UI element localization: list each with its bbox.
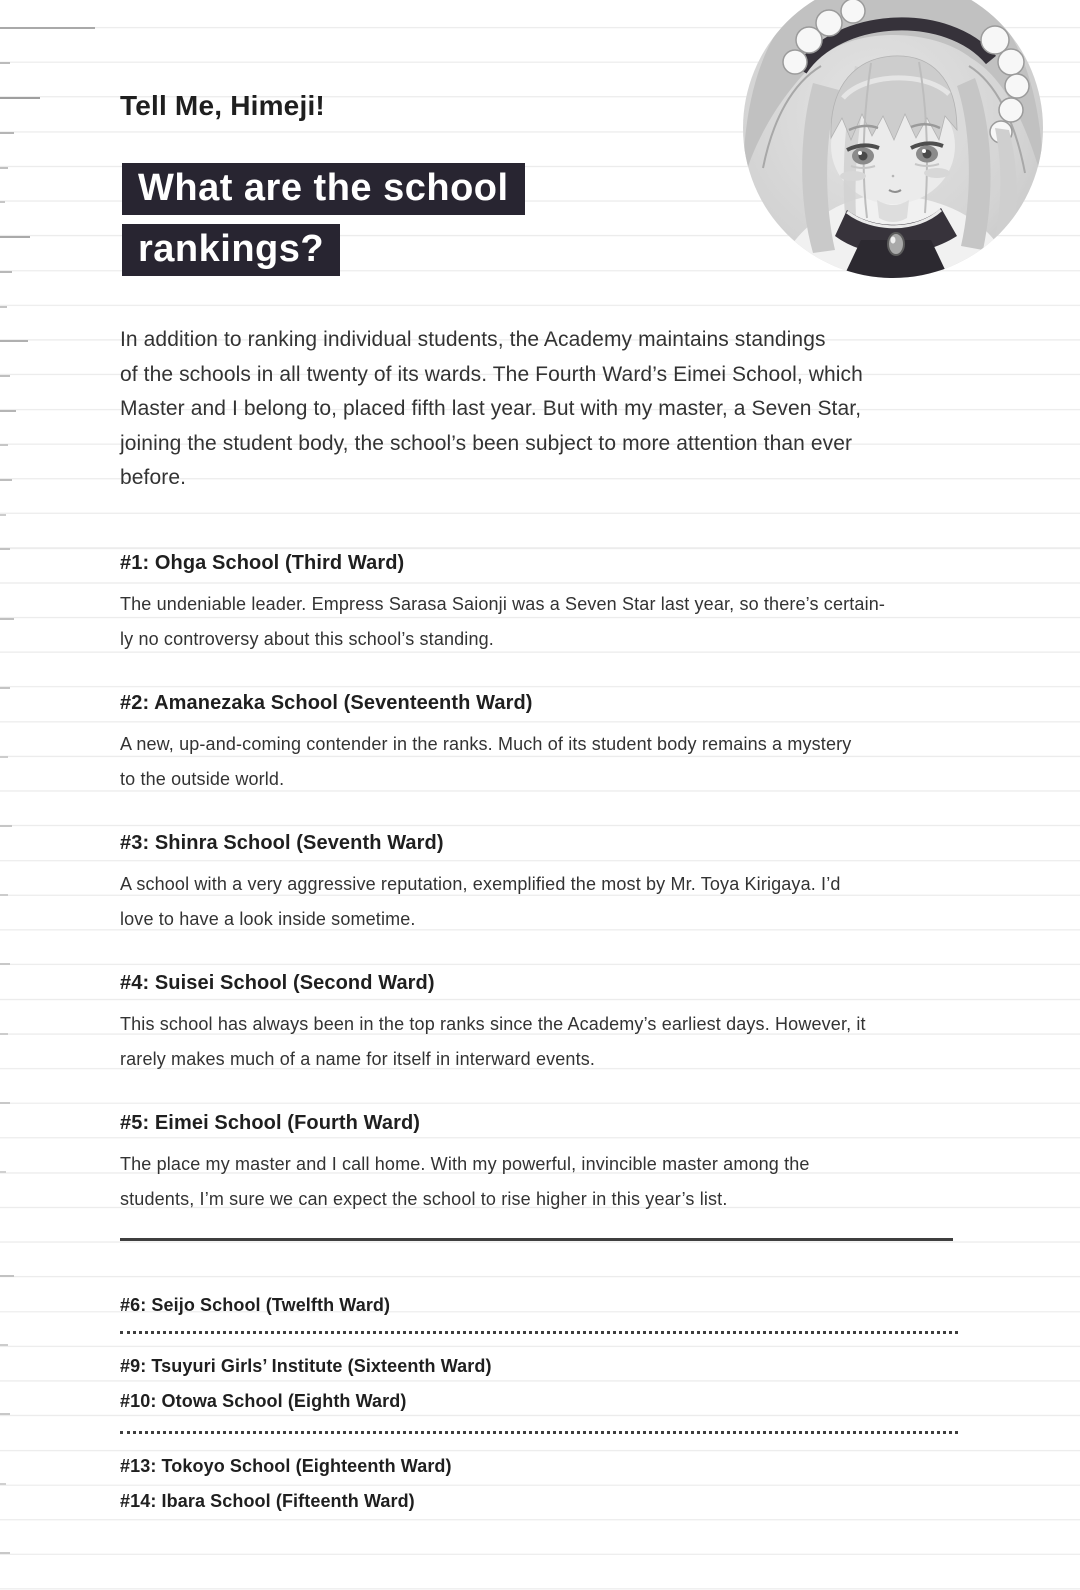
- ruled-line-tick: [0, 1483, 6, 1485]
- ranking-item-14: #14: Ibara School (Fifteenth Ward): [120, 1491, 415, 1511]
- ruled-line-tick: [0, 1344, 8, 1346]
- ruled-line-tick: [0, 62, 10, 64]
- entry-heading: #3: Shinra School (Seventh Ward): [120, 832, 444, 854]
- entry-body: [120, 1147, 980, 1216]
- entry-body: [120, 867, 980, 936]
- ruled-line-tick: [0, 271, 12, 273]
- ruled-line-tick: [0, 1102, 10, 1104]
- intro-line: of the schools in all twenty of its wards. The Fourth Ward’s Eimei School, which: [120, 362, 863, 386]
- entry-body-line: The undeniable leader. Empress Sarasa Saionji was a Seven Star last year, so there’s certain-: [120, 594, 886, 614]
- ruled-line-tick: [0, 479, 12, 481]
- entry-body: [120, 727, 980, 796]
- ruled-line-tick: [0, 410, 16, 412]
- series-kicker: Tell Me, Himeji!: [120, 90, 325, 121]
- ruled-line-tick: [0, 1275, 14, 1277]
- ruled-line-tick: [0, 201, 5, 203]
- intro-line: Master and I belong to, placed fifth last year. But with my master, a Seven Star,: [120, 397, 862, 421]
- entry-heading: #4: Suisei School (Second Ward): [120, 972, 435, 994]
- ruled-line-tick: [0, 236, 30, 238]
- ranking-item-10: #10: Otowa School (Eighth Ward): [120, 1391, 407, 1411]
- ruled-line-tick: [0, 444, 8, 446]
- entry-heading: #5: Eimei School (Fourth Ward): [120, 1112, 421, 1134]
- dotted-separator: [120, 1331, 958, 1334]
- intro-paragraph: [120, 323, 980, 496]
- page-title-line-2: rankings?: [122, 224, 340, 276]
- ruled-line-tick: [0, 132, 14, 134]
- entry-body-line: love to have a look inside sometime.: [120, 908, 416, 929]
- entry-body-line: rarely makes much of a name for itself in interward events.: [120, 1048, 596, 1069]
- ruled-line-tick: [0, 825, 12, 827]
- ranking-item-9: #9: Tsuyuri Girls’ Institute (Sixteenth Ward): [120, 1356, 492, 1376]
- ruled-line-tick: [0, 306, 7, 308]
- ranking-entry-2: [120, 692, 980, 796]
- ruled-line-tick: [0, 340, 28, 342]
- himeji-portrait-image: [743, 0, 1043, 278]
- entry-body-line: to the outside world.: [120, 768, 285, 789]
- intro-line: before.: [120, 466, 187, 490]
- ruled-line-tick: [0, 963, 10, 965]
- ruled-line-tick: [0, 1413, 10, 1415]
- entry-heading: #1: Ohga School (Third Ward): [120, 552, 405, 574]
- ruled-line-tick: [0, 548, 10, 550]
- ruled-line-tick: [0, 894, 8, 896]
- entry-body-line: This school has always been in the top ranks since the Academy’s earliest days. However, it: [120, 1014, 866, 1034]
- page-title-line-1: What are the school: [122, 163, 525, 215]
- dotted-separator: [120, 1431, 958, 1434]
- ranking-entry-5: [120, 1112, 980, 1216]
- ruled-line-tick: [0, 97, 40, 99]
- ranking-entry-1: [120, 552, 980, 656]
- ruled-line-tick: [0, 687, 10, 689]
- section-divider: [120, 1238, 953, 1241]
- ruled-line-tick: [0, 756, 8, 758]
- entry-body: [120, 587, 980, 656]
- entry-body-line: ly no controversy about this school’s standing.: [120, 628, 494, 649]
- ruled-line-tick: [0, 167, 8, 169]
- ruled-line-tick: [0, 1552, 10, 1554]
- ruled-line-tick: [0, 1171, 6, 1173]
- ranking-item-6: #6: Seijo School (Twelfth Ward): [120, 1295, 391, 1315]
- entry-body-line: A school with a very aggressive reputation, exemplified the most by Mr. Toya Kirigaya. I’d: [120, 874, 841, 894]
- intro-line: In addition to ranking individual students, the Academy maintains standings: [120, 328, 826, 351]
- ruled-line-tick: [0, 1033, 8, 1035]
- entry-body-line: A new, up-and-coming contender in the ranks. Much of its student body remains a mystery: [120, 734, 852, 754]
- ranking-entry-3: [120, 832, 980, 936]
- ranking-entry-4: [120, 972, 980, 1076]
- entry-body-line: students, I’m sure we can expect the school to rise higher in this year’s list.: [120, 1188, 728, 1209]
- ruled-line-tick: [0, 375, 10, 377]
- entry-body: [120, 1007, 980, 1076]
- entry-heading: #2: Amanezaka School (Seventeenth Ward): [120, 692, 533, 714]
- ranking-item-13: #13: Tokoyo School (Eighteenth Ward): [120, 1456, 452, 1476]
- ruled-line-tick: [0, 27, 95, 29]
- ruled-line-tick: [0, 618, 14, 620]
- intro-line: joining the student body, the school’s been subject to more attention than ever: [120, 431, 853, 455]
- ruled-line-tick: [0, 514, 6, 516]
- entry-body-line: The place my master and I call home. With my powerful, invincible master among the: [120, 1154, 810, 1174]
